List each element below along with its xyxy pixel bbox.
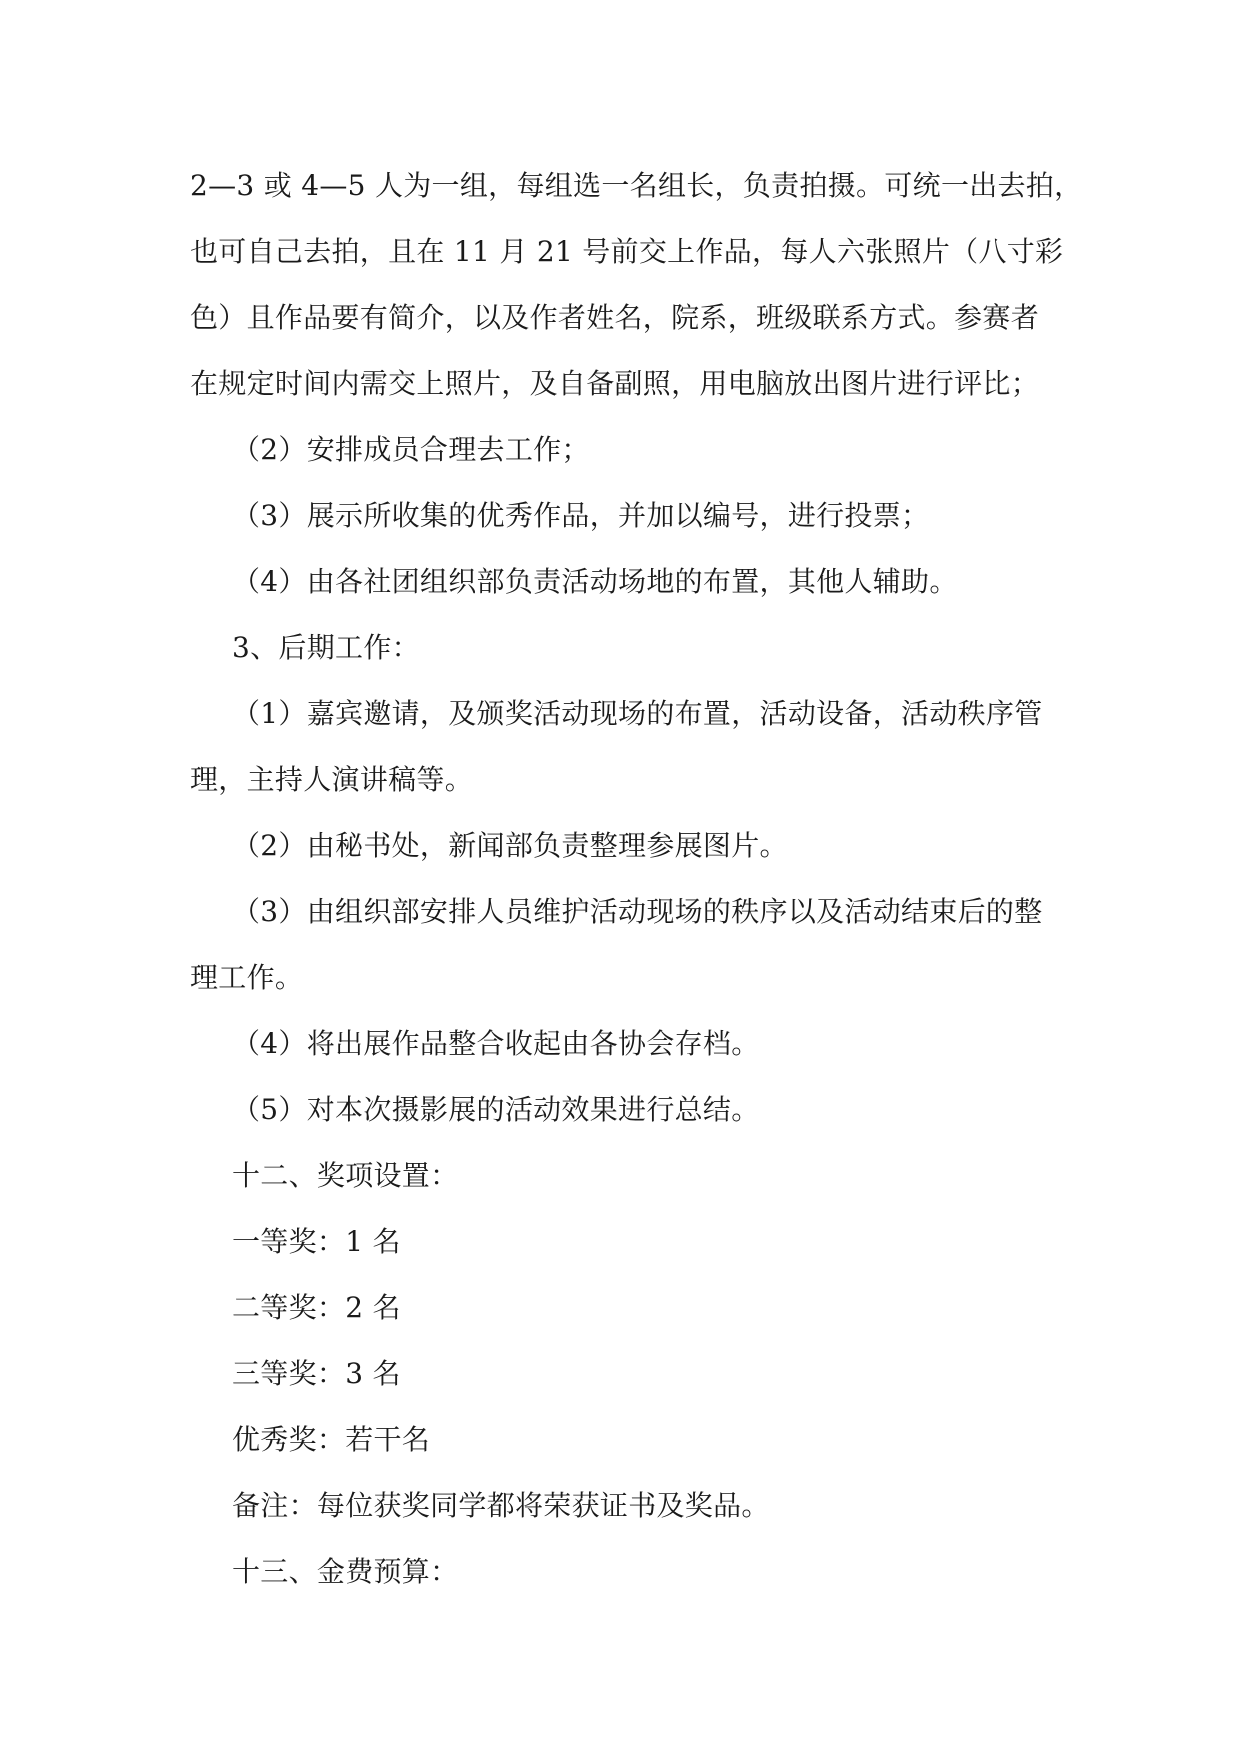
note-line: 备注：每位获奖同学都将荣获证书及奖品。 <box>232 1489 770 1522</box>
list-item: （3）由组织部安排人员维护活动现场的秩序以及活动结束后的整 <box>232 895 1043 928</box>
list-item: （5）对本次摄影展的活动效果进行总结。 <box>232 1093 760 1126</box>
list-item: （2）由秘书处，新闻部负责整理参展图片。 <box>232 829 788 862</box>
award-item: 三等奖：3 名 <box>232 1357 401 1390</box>
body-line: 色）且作品要有简介，以及作者姓名，院系，班级联系方式。参赛者 <box>190 301 1040 334</box>
award-item: 二等奖：2 名 <box>232 1291 401 1324</box>
list-item: （1）嘉宾邀请，及颁奖活动现场的布置，活动设备，活动秩序管 <box>232 697 1043 730</box>
body-line: 2—3 或 4—5 人为一组，每组选一名组长，负责拍摄。可统一出去拍， <box>190 169 1083 202</box>
section-heading: 十三、金费预算： <box>232 1555 459 1588</box>
body-line: 理，主持人演讲稿等。 <box>190 763 474 796</box>
body-line: 也可自己去拍，且在 11 月 21 号前交上作品，每人六张照片（八寸彩 <box>190 235 1064 268</box>
body-line: 在规定时间内需交上照片，及自备副照，用电脑放出图片进行评比； <box>190 367 1040 400</box>
body-line: 理工作。 <box>190 961 304 994</box>
award-item: 一等奖：1 名 <box>232 1225 401 1258</box>
section-heading: 3、后期工作： <box>232 631 420 664</box>
list-item: （3）展示所收集的优秀作品，并加以编号，进行投票； <box>232 499 930 532</box>
list-item: （4）将出展作品整合收起由各协会存档。 <box>232 1027 760 1060</box>
section-heading: 十二、奖项设置： <box>232 1159 459 1192</box>
award-item: 优秀奖：若干名 <box>232 1423 431 1456</box>
list-item: （2）安排成员合理去工作； <box>232 433 590 466</box>
list-item: （4）由各社团组织部负责活动场地的布置，其他人辅助。 <box>232 565 958 598</box>
